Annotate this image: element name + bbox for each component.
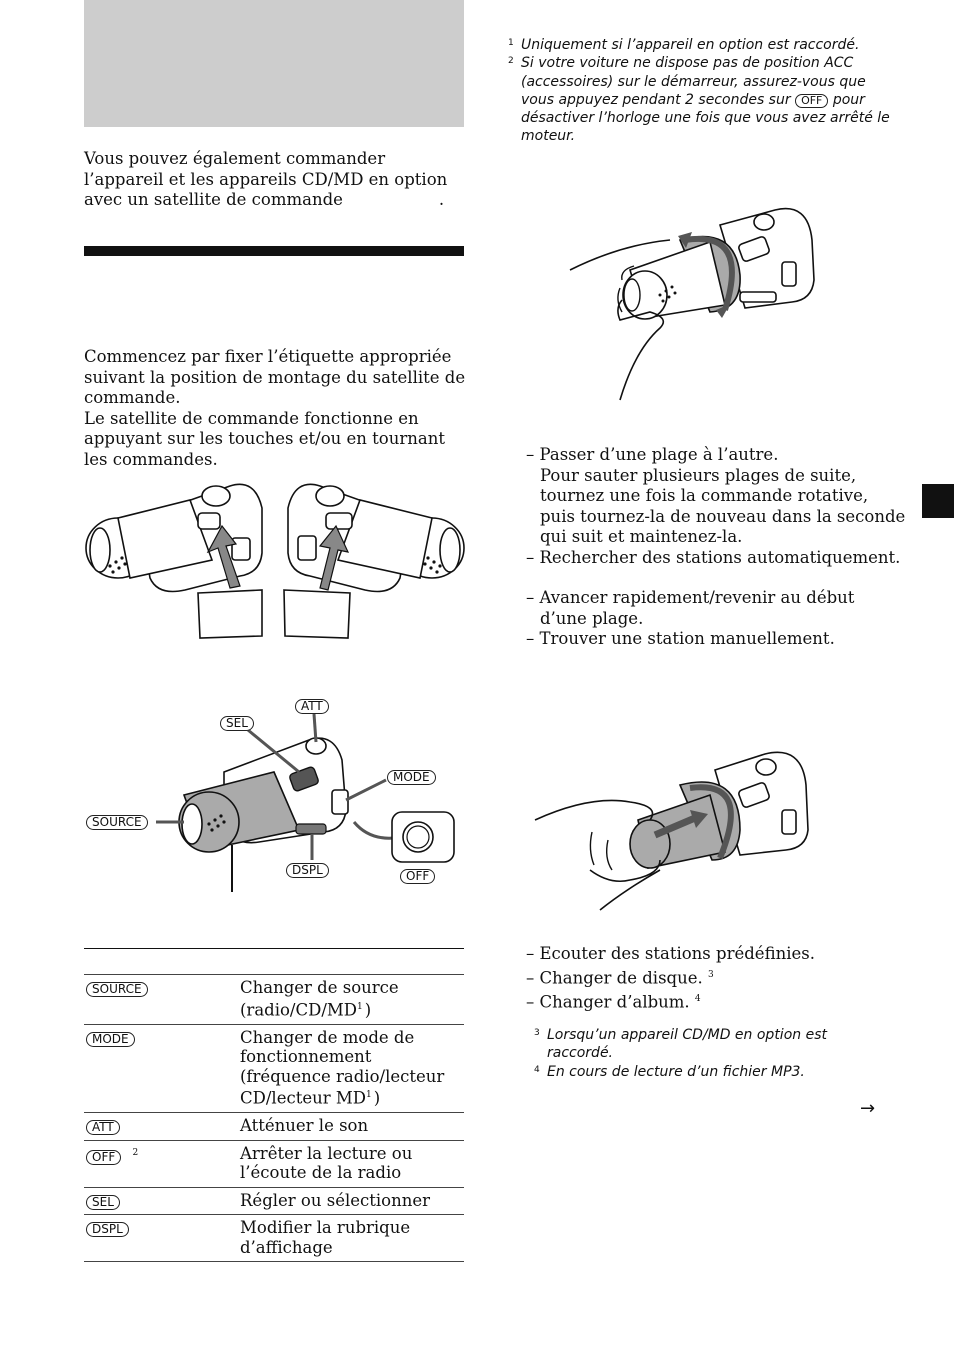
- side-tab-marker: [922, 484, 954, 518]
- table-row: OFF $^2$ Arrêter la lecture ou l’écoute de la radio: [84, 1140, 464, 1187]
- rotate-functions: – Passer d’une plage à l’autre. Pour sauter plusieurs plages de suite, tournez une fois la commande rotative, puis tournez-la de nouveau dans la seconde qui suit et maintenez-la. – Rechercher des stations automatiquement. – Avancer rapidement/revenir au début d’une plage. – Trouver une station manuellement.: [526, 445, 906, 648]
- push-item-2: – Changer de disque. $^3$: [526, 968, 714, 987]
- button-function-table: [84, 974, 464, 1262]
- intro-paragraph: Vous pouvez également commander l’appareil et les appareils CD/MD en option avec un satellite de commande .: [84, 149, 448, 209]
- diagram-label-mode: MODE: [387, 770, 436, 785]
- off-button-ref: OFF: [795, 94, 828, 108]
- continue-arrow-icon: →: [860, 1098, 876, 1119]
- table-row: DSPL Modifier la rubrique d’affichage: [84, 1215, 464, 1262]
- push-item-3: – Changer d’album. $^4$: [526, 992, 701, 1011]
- rotate-item-3: – Avancer rapidement/revenir au début: [526, 588, 855, 607]
- diagram-label-att: ATT: [295, 699, 329, 714]
- diagram-label-dspl: DSPL: [286, 863, 329, 878]
- button-table-top-rule: [84, 948, 464, 949]
- section-header-box: [84, 0, 464, 127]
- table-row: SEL Régler ou sélectionner: [84, 1187, 464, 1215]
- diagram-label-source: SOURCE: [86, 815, 148, 830]
- table-row: SOURCE Changer de source ($radio/CD/MD^1$ ): [84, 975, 464, 1025]
- rotate-item-1: – Passer d’une plage à l’autre.: [526, 445, 779, 464]
- diagram-label-sel: SEL: [220, 716, 254, 731]
- push-rotate-knob-illustration: [530, 740, 830, 915]
- table-row: ATT Atténuer le son: [84, 1113, 464, 1141]
- rotate-item-4: – Trouver une station manuellement.: [526, 629, 835, 648]
- mounting-labels-illustration: [80, 478, 470, 648]
- push-item-1: – Ecouter des stations prédéfinies.: [526, 944, 815, 963]
- heading-bar: [84, 246, 464, 256]
- footnotes-top: 1 Uniquement si l’appareil en option est raccordé. 2 Si votre voiture ne dispose pas de position ACC (accessoires) sur le démarreur, assurez-vous que vous appuyez pendant 2 secondes sur OFF pour désactiver l’horloge une fois que vous avez arrêté le moteur.: [508, 37, 890, 145]
- table-row: MODE Changer de mode de fonctionnement (fréquence radio/lecteur CD/lecteur $MD^1$ ): [84, 1024, 464, 1113]
- rotate-item-2: – Rechercher des stations automatiquement.: [526, 547, 901, 567]
- push-functions: [526, 944, 906, 1013]
- rotate-item-1-detail: Pour sauter plusieurs plages de suite, tournez une fois la commande rotative, puis tournez-la de nouveau dans la seconde qui suit et maintenez-la.: [540, 465, 906, 546]
- diagram-label-off: OFF: [400, 869, 435, 884]
- rotate-knob-illustration: [560, 200, 830, 405]
- label-instructions: Commencez par fixer l’étiquette appropriée suivant la position de montage du satellite de commande. Le satellite de commande fonctionne en appuyant sur les touches et/ou en tournant les commandes.: [84, 347, 466, 469]
- footnotes-bottom: 3 Lorsqu’un appareil CD/MD en option est raccordé. 4 En cours de lecture d’un fichier MP3.: [534, 1027, 827, 1080]
